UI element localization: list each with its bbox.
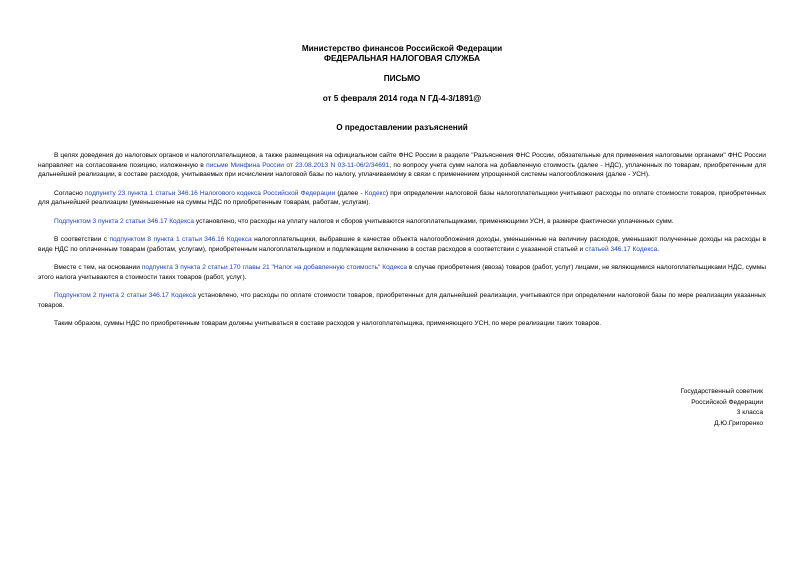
signature-class: 3 класса [736,409,763,416]
document-subject: О предоставлении разъяснений [336,123,468,132]
signatory-name: Д.Ю.Григоренко [714,419,763,427]
document-date-number: от 5 февраля 2014 года N ГД-4-3/1891@ [322,94,482,103]
paragraph-text: Таким образом, суммы НДС по приобретенным товарам должны учитываться в составе расходов у налогоплательщика, применяющего УСН, по мере реализации таких товаров. [54,320,602,327]
paragraph-text: установлено, что расходы по оплате стоимости товаров, приобретенных для дальнейшей реализации, учитываются при определении налоговой базы по мере реализации указанных товаров. [38,292,766,309]
service-name: ФЕДЕРАЛЬНАЯ НАЛОГОВАЯ СЛУЖБА [323,54,481,63]
signature-title: Государственный советник [680,388,763,395]
paragraph-2 [38,189,766,208]
paragraph-3 [38,217,766,227]
paragraph-text: Вместе с тем, на основании [54,264,142,271]
link-346-17-2-2[interactable]: Подпунктом 2 пункта 2 статьи 346.17 Кодекса [54,292,196,299]
link-346-16-1-8[interactable]: подпунктом 8 пункта 1 статьи 346.16 Кодекса [109,236,252,243]
document [38,44,766,329]
paragraph-text: (далее - [335,189,365,197]
link-346-17[interactable]: статьей 346.17 Кодекса [585,245,658,253]
link-tax-code-346-16-23[interactable]: подпункту 23 пункта 1 статьи 346.16 Налогового кодекса Российской Федерации [84,189,336,197]
paragraph-text: налогоплательщики, выбравшие в качестве объекта налогообложения доходы, уменьшенные на величину расходов, уменьшают полученные доходы на расходы в виде НДС по оплаченным товарам (работам, услугам), приобретенным налогоплательщиком и подлежащим включению в состав расходов в соответствии с указанной статьей и [38,236,766,253]
paragraph-text: В соответствии с [54,236,110,243]
paragraph-text: ) при определении налоговой базы налогоплательщики учитывают расходы по оплате стоимости товаров, приобретенных для дальнейшей реализации (уменьшенные на суммы НДС по приобретенным товарам, работам, услугам). [38,189,766,206]
paragraph-text: . [657,245,660,253]
paragraph-text: Согласно [54,189,85,197]
paragraph-text: в случае приобретения (ввоза) товаров (работ, услуг) лицами, не являющимися налогоплательщиками НДС, суммы этого налога учитываются в стоимости таких товаров (работ, услуг). [38,264,766,281]
link-code[interactable]: Кодекс [364,189,386,197]
link-170-2-3[interactable]: подпункта 3 пункта 2 статьи 170 главы 21 "Налог на добавленную стоимость" Кодекса [141,264,408,271]
paragraph-text: установлено, что расходы на уплату налогов и сборов учитываются налогоплательщиками, применяющими УСН, в размере фактически уплаченных сумм. [194,217,674,225]
paragraph-text: В целях доведения до налоговых органов и налогоплательщиков, а также размещения на официальном сайте ФНС России в разделе "Разъяснения ФНС России, обязательные для применения налоговыми органами" ФНС России направляет на согласование позицию, изложенную в [38,152,766,169]
paragraph-1 [38,151,766,180]
paragraph-6 [38,291,766,310]
ministry-name: Министерство финансов Российской Федерации [301,44,503,53]
paragraph-5 [38,263,766,282]
link-346-17-2-3[interactable]: Подпунктом 3 пункта 2 статьи 346.17 Кодекса [54,217,195,225]
signature-block [681,387,763,429]
paragraph-text: , по вопросу учета сумм налога на добавленную стоимость (далее - НДС), уплаченных по товарам, приобретенным для дальнейшей реализации, в составе расходов, учитываемых при исчислении налоговой базы по налогу, уплачиваемому в связи с применением упрощенной системы налогообложения (далее - УСН). [38,161,766,178]
paragraph-4 [38,235,766,254]
signature-rank: Российской Федерации [691,398,763,406]
link-minfin-letter[interactable]: письме Минфина России от 23.08.2013 N 03-11-06/2/34691 [206,161,390,169]
document-type: ПИСЬМО [383,74,421,83]
paragraph-7 [38,319,766,329]
